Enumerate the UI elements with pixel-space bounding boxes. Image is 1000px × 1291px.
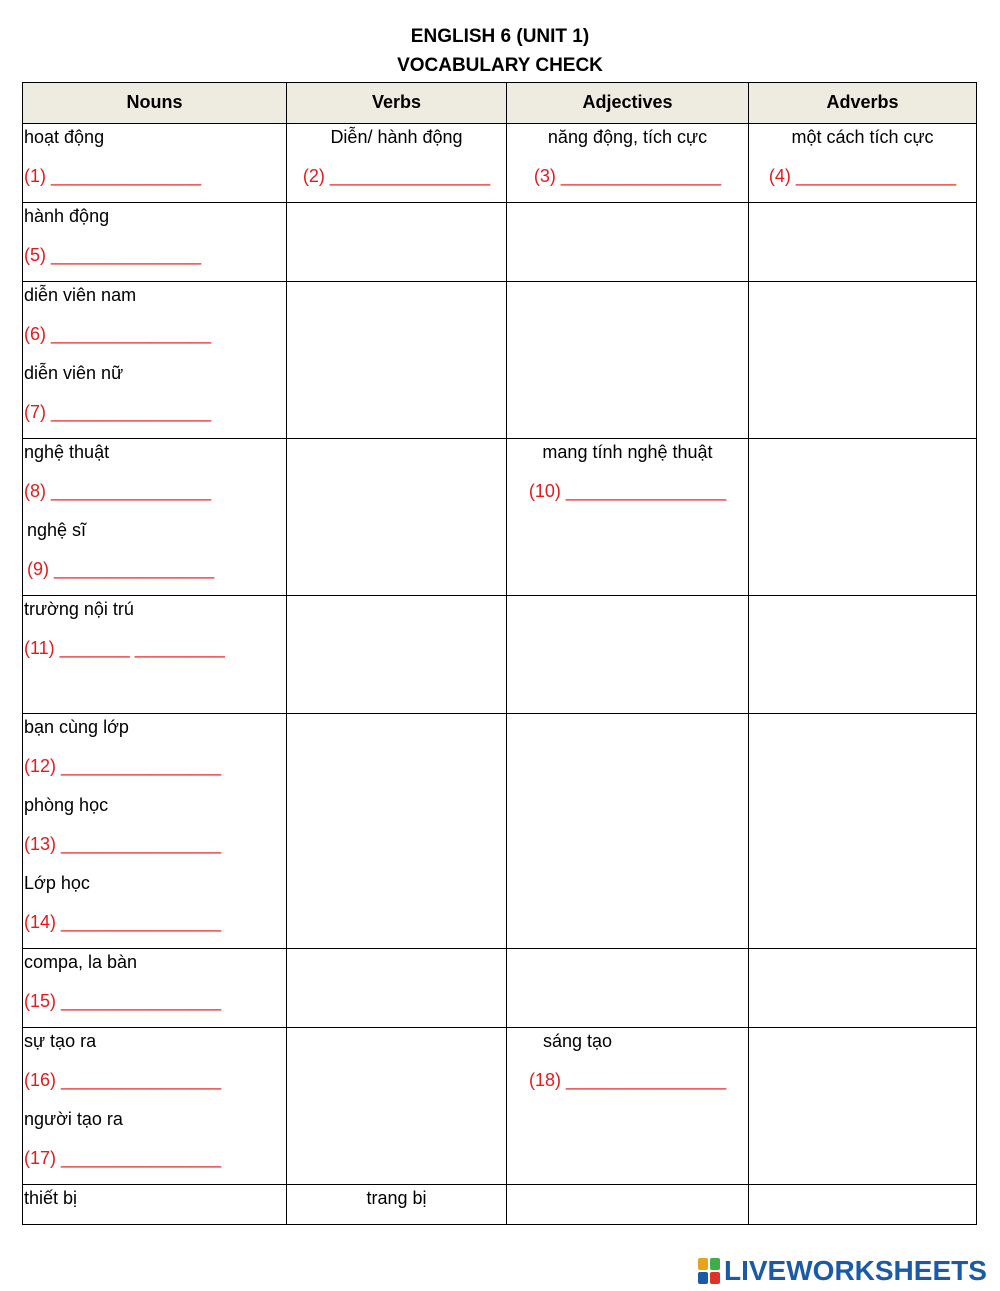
cell-verbs	[287, 1185, 507, 1225]
logo-text: LIVEWORKSHEETS	[724, 1255, 987, 1286]
vocab-word: thiết bị	[24, 1188, 78, 1208]
cell-nouns	[23, 439, 287, 596]
cell-adjectives	[507, 949, 749, 1028]
answer-blank[interactable]: (17) ________________	[24, 1148, 222, 1168]
vocab-word: sự tạo ra	[24, 1031, 97, 1051]
table-row	[23, 282, 977, 439]
answer-blank[interactable]: (9) ________________	[27, 559, 215, 579]
cell-adverbs	[749, 124, 977, 203]
cell-adjectives	[507, 1185, 749, 1225]
logo-square-icon	[710, 1258, 720, 1270]
cell-adverbs	[749, 1028, 977, 1185]
cell-adjectives	[507, 1028, 749, 1185]
cell-adjectives	[507, 439, 749, 596]
answer-blank[interactable]: (16) ________________	[24, 1070, 222, 1090]
liveworksheets-logo	[698, 1256, 987, 1286]
vocab-word: nghệ thuật	[24, 442, 110, 462]
cell-adjectives	[507, 596, 749, 714]
cell-adverbs	[749, 203, 977, 282]
cell-nouns	[23, 282, 287, 439]
cell-nouns	[23, 596, 287, 714]
cell-nouns	[23, 203, 287, 282]
vocab-word: người tạo ra	[24, 1109, 123, 1129]
table-row	[23, 203, 977, 282]
answer-blank[interactable]: (15) ________________	[24, 991, 222, 1011]
vocab-word: trường nội trú	[24, 599, 134, 619]
table-header-row	[23, 83, 977, 124]
column-header-verbs: Verbs	[287, 83, 507, 124]
cell-nouns	[23, 949, 287, 1028]
answer-blank[interactable]: (11) _______ _________	[24, 638, 225, 658]
table-row	[23, 439, 977, 596]
logo-square-icon	[698, 1272, 708, 1284]
cell-adjectives	[507, 203, 749, 282]
cell-nouns	[23, 1028, 287, 1185]
answer-blank[interactable]: (6) ________________	[24, 324, 212, 344]
vocab-word: diễn viên nam	[24, 285, 137, 305]
vocab-word: nghệ sĩ	[27, 520, 87, 540]
vocab-word: hoạt động	[24, 127, 105, 147]
table-row	[23, 949, 977, 1028]
vocab-word: phòng học	[24, 795, 109, 815]
cell-verbs	[287, 124, 507, 203]
cell-verbs	[287, 949, 507, 1028]
cell-nouns	[23, 124, 287, 203]
column-header-adverbs: Adverbs	[749, 83, 977, 124]
vocab-word: một cách tích cực	[791, 127, 934, 147]
logo-mark-icon	[698, 1258, 720, 1284]
cell-adjectives	[507, 124, 749, 203]
column-header-adjectives: Adjectives	[507, 83, 749, 124]
answer-blank[interactable]: (5) _______________	[24, 245, 202, 265]
vocab-word: trang bị	[366, 1188, 427, 1208]
cell-adverbs	[749, 1185, 977, 1225]
column-header-nouns: Nouns	[23, 83, 287, 124]
answer-blank[interactable]: (12) ________________	[24, 756, 222, 776]
cell-adverbs	[749, 282, 977, 439]
cell-adverbs	[749, 714, 977, 949]
vocab-word: hành động	[24, 206, 110, 226]
cell-adverbs	[749, 439, 977, 596]
answer-blank[interactable]: (4) ________________	[768, 166, 957, 186]
cell-adjectives	[507, 714, 749, 949]
answer-blank[interactable]: (13) ________________	[24, 834, 222, 854]
worksheet-subtitle: VOCABULARY CHECK	[397, 55, 603, 76]
vocab-word: mang tính nghệ thuật	[542, 442, 713, 462]
vocab-word: sáng tạo	[543, 1031, 613, 1051]
table-row	[23, 714, 977, 949]
cell-nouns	[23, 714, 287, 949]
cell-adverbs	[749, 596, 977, 714]
answer-blank[interactable]: (18) ________________	[529, 1070, 727, 1090]
vocab-word: diễn viên nữ	[24, 363, 124, 383]
logo-square-icon	[698, 1258, 708, 1270]
vocab-word: compa, la bàn	[24, 952, 138, 972]
vocabulary-table	[22, 82, 977, 1225]
table-row	[23, 1185, 977, 1225]
table-row	[23, 124, 977, 203]
cell-adjectives	[507, 282, 749, 439]
cell-adverbs	[749, 949, 977, 1028]
table-row	[23, 596, 977, 714]
worksheet-title: ENGLISH 6 (UNIT 1)	[410, 26, 590, 47]
vocab-word: bạn cùng lớp	[24, 717, 129, 737]
cell-verbs	[287, 596, 507, 714]
cell-verbs	[287, 714, 507, 949]
answer-blank[interactable]: (1) _______________	[24, 166, 202, 186]
cell-verbs	[287, 282, 507, 439]
answer-blank[interactable]: (2) ________________	[302, 166, 491, 186]
answer-blank[interactable]: (3) ________________	[533, 166, 722, 186]
table-row	[23, 1028, 977, 1185]
answer-blank[interactable]: (10) ________________	[528, 481, 727, 501]
vocab-word: năng động, tích cực	[547, 127, 708, 147]
answer-blank[interactable]: (7) ________________	[24, 402, 212, 422]
vocab-word: Diễn/ hành động	[330, 127, 463, 147]
cell-verbs	[287, 1028, 507, 1185]
logo-square-icon	[710, 1272, 720, 1284]
vocab-word: Lớp học	[24, 873, 90, 893]
cell-nouns	[23, 1185, 287, 1225]
cell-verbs	[287, 439, 507, 596]
answer-blank[interactable]: (14) ________________	[24, 912, 222, 932]
answer-blank[interactable]: (8) ________________	[24, 481, 212, 501]
cell-verbs	[287, 203, 507, 282]
